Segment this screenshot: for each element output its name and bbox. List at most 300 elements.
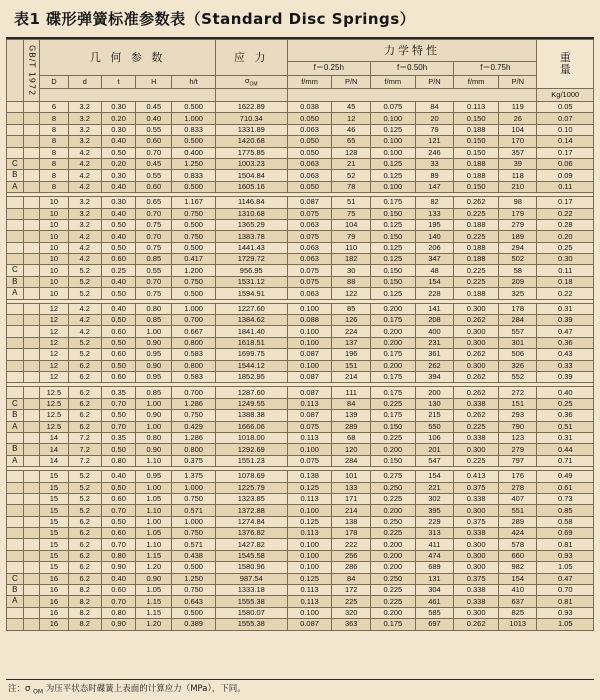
cell-f3: 0.338 <box>454 528 499 539</box>
cell-f1: 0.100 <box>287 505 332 516</box>
cell-D: 10 <box>40 276 68 287</box>
cell-sigma: 1323.85 <box>215 493 287 504</box>
cell-f1: 0.075 <box>287 455 332 466</box>
cell-d: 8.2 <box>68 607 101 618</box>
cell-p1: 78 <box>332 181 370 192</box>
cell-d: 3.2 <box>68 124 101 135</box>
cell-ht: 1.286 <box>172 432 216 443</box>
cell-f3: 0.188 <box>454 170 499 181</box>
cell-w: 0.22 <box>537 208 594 219</box>
cell-f1: 0.125 <box>287 573 332 584</box>
cell-sigma: 1003.23 <box>215 158 287 169</box>
table-row <box>7 219 594 230</box>
cell-w: 0.36 <box>537 337 594 348</box>
row-std <box>23 432 40 443</box>
row-mark <box>7 371 24 382</box>
cell-f3: 0.188 <box>454 254 499 265</box>
row-std <box>23 102 40 113</box>
cell-D: 10 <box>40 231 68 242</box>
cell-p3: 552 <box>499 371 537 382</box>
row-std <box>23 444 40 455</box>
cell-f1: 0.087 <box>287 410 332 421</box>
col-f-075: f/mm <box>454 76 499 89</box>
cell-ht: 0.643 <box>172 596 216 607</box>
table-row <box>7 398 594 409</box>
cell-sigma: 1227.60 <box>215 303 287 314</box>
cell-sigma: 1580.96 <box>215 562 287 573</box>
row-std <box>23 242 40 253</box>
cell-D: 8 <box>40 147 68 158</box>
cell-p1: 224 <box>332 326 370 337</box>
cell-ht: 0.438 <box>172 550 216 561</box>
cell-w: 0.47 <box>537 326 594 337</box>
cell-sigma: 1544.12 <box>215 360 287 371</box>
cell-f3: 0.300 <box>454 550 499 561</box>
cell-p2: 461 <box>415 596 453 607</box>
cell-sigma: 1729.72 <box>215 254 287 265</box>
cell-f1: 0.138 <box>287 471 332 482</box>
cell-H: 0.85 <box>136 387 172 398</box>
cell-p2: 84 <box>415 102 453 113</box>
cell-ht: 0.800 <box>172 337 216 348</box>
cell-H: 0.75 <box>136 219 172 230</box>
cell-t: 0.50 <box>101 360 136 371</box>
cell-p2: 313 <box>415 528 453 539</box>
cell-p2: 141 <box>415 303 453 314</box>
table-row <box>7 550 594 561</box>
cell-d: 3.2 <box>68 208 101 219</box>
cell-p1: 172 <box>332 585 370 596</box>
cell-w: 0.93 <box>537 607 594 618</box>
cell-p3: 326 <box>499 360 537 371</box>
cell-f2: 0.075 <box>370 102 415 113</box>
cell-t: 0.60 <box>101 585 136 596</box>
cell-p1: 225 <box>332 596 370 607</box>
cell-H: 0.95 <box>136 371 172 382</box>
cell-f2: 0.200 <box>370 360 415 371</box>
cell-D: 10 <box>40 265 68 276</box>
cell-D: 15 <box>40 528 68 539</box>
cell-p1: 133 <box>332 482 370 493</box>
cell-p2: 215 <box>415 410 453 421</box>
cell-f3: 0.300 <box>454 444 499 455</box>
cell-ht: 0.583 <box>172 371 216 382</box>
row-mark <box>7 607 24 618</box>
cell-f1: 0.125 <box>287 482 332 493</box>
cell-D: 15 <box>40 516 68 527</box>
cell-w: 0.25 <box>537 398 594 409</box>
cell-sigma: 1666.06 <box>215 421 287 432</box>
cell-t: 0.40 <box>101 573 136 584</box>
cell-sigma: 1292.69 <box>215 444 287 455</box>
cell-H: 0.45 <box>136 158 172 169</box>
cell-ht: 1.375 <box>172 471 216 482</box>
row-mark <box>7 516 24 527</box>
cell-f2: 0.225 <box>370 432 415 443</box>
row-mark: C <box>7 158 24 169</box>
row-mark <box>7 528 24 539</box>
cell-p2: 195 <box>415 219 453 230</box>
cell-ht: 1.167 <box>172 197 216 208</box>
cell-t: 0.60 <box>101 493 136 504</box>
cell-f2: 0.150 <box>370 455 415 466</box>
row-std <box>23 147 40 158</box>
col-p-025: P/N <box>332 76 370 89</box>
cell-f3: 0.338 <box>454 585 499 596</box>
cell-ht: 0.389 <box>172 619 216 630</box>
cell-p3: 410 <box>499 585 537 596</box>
cell-d: 6.2 <box>68 410 101 421</box>
cell-f3: 0.188 <box>454 158 499 169</box>
cell-p1: 101 <box>332 471 370 482</box>
cell-p2: 89 <box>415 170 453 181</box>
cell-ht: 1.286 <box>172 398 216 409</box>
cell-sigma: 1249.55 <box>215 398 287 409</box>
cell-d: 3.2 <box>68 219 101 230</box>
row-mark <box>7 326 24 337</box>
row-std <box>23 265 40 276</box>
cell-w: 1.05 <box>537 619 594 630</box>
cell-t: 0.50 <box>101 315 136 326</box>
cell-p3: 1013 <box>499 619 537 630</box>
cell-ht: 0.833 <box>172 170 216 181</box>
cell-f3: 0.262 <box>454 371 499 382</box>
cell-w: 0.49 <box>537 471 594 482</box>
cell-p2: 395 <box>415 505 453 516</box>
cell-d: 6.2 <box>68 539 101 550</box>
row-std <box>23 158 40 169</box>
cell-t: 0.40 <box>101 303 136 314</box>
cell-w: 0.39 <box>537 371 594 382</box>
cell-H: 1.00 <box>136 326 172 337</box>
cell-ht: 0.375 <box>172 455 216 466</box>
cell-p2: 361 <box>415 349 453 360</box>
cell-H: 0.55 <box>136 124 172 135</box>
cell-f3: 0.300 <box>454 326 499 337</box>
cell-p1: 21 <box>332 158 370 169</box>
row-mark <box>7 208 24 219</box>
row-mark <box>7 124 24 135</box>
cell-t: 0.60 <box>101 326 136 337</box>
load-group-075: f＝0.75h <box>454 62 537 76</box>
cell-f1: 0.050 <box>287 147 332 158</box>
cell-sigma: 1504.84 <box>215 170 287 181</box>
cell-f2: 0.225 <box>370 493 415 504</box>
row-mark <box>7 562 24 573</box>
cell-D: 12 <box>40 349 68 360</box>
cell-t: 0.30 <box>101 102 136 113</box>
cell-f2: 0.100 <box>370 113 415 124</box>
cell-f1: 0.063 <box>287 242 332 253</box>
cell-p1: 52 <box>332 170 370 181</box>
cell-sigma: 1531.12 <box>215 276 287 287</box>
page-title: 表1 碟形弹簧标准参数表（Standard Disc Springs） <box>14 10 416 28</box>
cell-p2: 33 <box>415 158 453 169</box>
cell-p2: 411 <box>415 539 453 550</box>
cell-sigma: 1605.16 <box>215 181 287 192</box>
cell-H: 0.85 <box>136 254 172 265</box>
cell-H: 0.90 <box>136 337 172 348</box>
cell-f3: 0.262 <box>454 315 499 326</box>
cell-d: 4.2 <box>68 147 101 158</box>
cell-f2: 0.125 <box>370 254 415 265</box>
table-row <box>7 231 594 242</box>
table-row <box>7 410 594 421</box>
cell-f2: 0.125 <box>370 158 415 169</box>
table-row <box>7 528 594 539</box>
mark-col-header <box>7 40 24 102</box>
cell-f2: 0.175 <box>370 371 415 382</box>
cell-p2: 547 <box>415 455 453 466</box>
cell-f1: 0.100 <box>287 562 332 573</box>
cell-p3: 170 <box>499 136 537 147</box>
cell-f3: 0.188 <box>454 288 499 299</box>
cell-f1: 0.087 <box>287 197 332 208</box>
cell-D: 15 <box>40 471 68 482</box>
cell-f2: 0.150 <box>370 208 415 219</box>
row-mark: B <box>7 444 24 455</box>
cell-p2: 221 <box>415 482 453 493</box>
cell-ht: 0.429 <box>172 421 216 432</box>
col-t: t <box>101 76 136 89</box>
col-ht: h/t <box>172 76 216 89</box>
cell-D: 10 <box>40 219 68 230</box>
cell-p1: 214 <box>332 371 370 382</box>
stress-group-header: 应 力 <box>215 40 287 76</box>
geometry-unit-row <box>40 89 216 102</box>
cell-f3: 0.300 <box>454 337 499 348</box>
cell-d: 6.2 <box>68 398 101 409</box>
cell-f1: 0.063 <box>287 288 332 299</box>
cell-f2: 0.250 <box>370 482 415 493</box>
row-std <box>23 136 40 147</box>
cell-D: 8 <box>40 136 68 147</box>
cell-f1: 0.063 <box>287 254 332 265</box>
row-mark: C <box>7 265 24 276</box>
cell-f3: 0.113 <box>454 102 499 113</box>
cell-w: 0.17 <box>537 147 594 158</box>
row-std <box>23 410 40 421</box>
cell-D: 12 <box>40 337 68 348</box>
cell-p3: 118 <box>499 170 537 181</box>
cell-t: 0.80 <box>101 455 136 466</box>
cell-sigma: 1384.62 <box>215 315 287 326</box>
row-mark <box>7 539 24 550</box>
table-title-bar <box>0 0 600 35</box>
cell-d: 5.2 <box>68 482 101 493</box>
row-mark <box>7 471 24 482</box>
cell-p1: 120 <box>332 444 370 455</box>
table-row <box>7 444 594 455</box>
cell-w: 1.05 <box>537 562 594 573</box>
cell-sigma: 710.34 <box>215 113 287 124</box>
cell-f1: 0.075 <box>287 421 332 432</box>
row-mark <box>7 482 24 493</box>
cell-t: 0.70 <box>101 596 136 607</box>
cell-p3: 58 <box>499 265 537 276</box>
cell-t: 0.30 <box>101 170 136 181</box>
cell-w: 0.39 <box>537 315 594 326</box>
cell-d: 6.2 <box>68 371 101 382</box>
cell-H: 1.10 <box>136 455 172 466</box>
cell-f1: 0.100 <box>287 337 332 348</box>
cell-w: 0.28 <box>537 219 594 230</box>
cell-p3: 289 <box>499 516 537 527</box>
cell-p1: 51 <box>332 197 370 208</box>
cell-f3: 0.225 <box>454 265 499 276</box>
cell-p2: 121 <box>415 136 453 147</box>
cell-D: 12 <box>40 303 68 314</box>
cell-H: 1.15 <box>136 596 172 607</box>
cell-t: 0.50 <box>101 242 136 253</box>
cell-f2: 0.125 <box>370 242 415 253</box>
weight-group-header: 重 量 <box>537 40 594 89</box>
cell-ht: 1.000 <box>172 516 216 527</box>
cell-p2: 140 <box>415 231 453 242</box>
cell-f3: 0.262 <box>454 410 499 421</box>
cell-p1: 84 <box>332 398 370 409</box>
cell-f2: 0.250 <box>370 573 415 584</box>
cell-d: 4.2 <box>68 158 101 169</box>
table-row <box>7 471 594 482</box>
cell-sigma: 1441.43 <box>215 242 287 253</box>
cell-w: 0.70 <box>537 585 594 596</box>
row-std <box>23 528 40 539</box>
cell-f2: 0.175 <box>370 619 415 630</box>
row-std <box>23 337 40 348</box>
cell-p3: 123 <box>499 432 537 443</box>
row-mark: C <box>7 398 24 409</box>
cell-d: 8.2 <box>68 585 101 596</box>
cell-H: 0.65 <box>136 197 172 208</box>
cell-w: 0.06 <box>537 158 594 169</box>
cell-t: 0.40 <box>101 136 136 147</box>
row-std <box>23 573 40 584</box>
cell-d: 5.2 <box>68 265 101 276</box>
cell-p1: 178 <box>332 528 370 539</box>
cell-f3: 0.262 <box>454 349 499 360</box>
cell-d: 4.2 <box>68 303 101 314</box>
cell-p1: 214 <box>332 505 370 516</box>
cell-p2: 133 <box>415 208 453 219</box>
cell-t: 0.25 <box>101 265 136 276</box>
cell-f2: 0.225 <box>370 398 415 409</box>
row-mark <box>7 337 24 348</box>
cell-p2: 302 <box>415 493 453 504</box>
cell-sigma: 1372.88 <box>215 505 287 516</box>
cell-ht: 0.500 <box>172 181 216 192</box>
cell-D: 15 <box>40 482 68 493</box>
cell-w: 0.05 <box>537 102 594 113</box>
cell-H: 0.90 <box>136 360 172 371</box>
cell-ht: 0.583 <box>172 349 216 360</box>
cell-sigma: 987.54 <box>215 573 287 584</box>
cell-d: 6.2 <box>68 421 101 432</box>
cell-f1: 0.050 <box>287 181 332 192</box>
cell-f1: 0.063 <box>287 124 332 135</box>
cell-p2: 262 <box>415 360 453 371</box>
table-row <box>7 136 594 147</box>
col-D: D <box>40 76 68 89</box>
row-std <box>23 421 40 432</box>
table-row <box>7 387 594 398</box>
cell-f1: 0.075 <box>287 265 332 276</box>
cell-t: 0.50 <box>101 337 136 348</box>
cell-f2: 0.225 <box>370 585 415 596</box>
row-mark: B <box>7 585 24 596</box>
cell-f3: 0.188 <box>454 219 499 230</box>
cell-f3: 0.300 <box>454 360 499 371</box>
cell-f2: 0.225 <box>370 528 415 539</box>
cell-p2: 206 <box>415 242 453 253</box>
cell-f1: 0.075 <box>287 208 332 219</box>
cell-w: 0.18 <box>537 276 594 287</box>
cell-f2: 0.175 <box>370 410 415 421</box>
cell-t: 0.90 <box>101 619 136 630</box>
cell-ht: 0.700 <box>172 387 216 398</box>
cell-t: 0.50 <box>101 516 136 527</box>
cell-H: 1.00 <box>136 398 172 409</box>
cell-d: 4.2 <box>68 242 101 253</box>
cell-w: 0.17 <box>537 197 594 208</box>
table-row <box>7 493 594 504</box>
cell-p3: 151 <box>499 398 537 409</box>
cell-p1: 289 <box>332 421 370 432</box>
cell-f1: 0.100 <box>287 360 332 371</box>
cell-p2: 130 <box>415 398 453 409</box>
cell-p3: 578 <box>499 539 537 550</box>
cell-sigma: 1225.79 <box>215 482 287 493</box>
cell-d: 5.2 <box>68 493 101 504</box>
cell-H: 0.40 <box>136 113 172 124</box>
table-row <box>7 360 594 371</box>
cell-f2: 0.200 <box>370 326 415 337</box>
cell-p2: 79 <box>415 124 453 135</box>
cell-w: 0.11 <box>537 181 594 192</box>
cell-H: 0.70 <box>136 276 172 287</box>
cell-w: 0.61 <box>537 482 594 493</box>
cell-H: 0.95 <box>136 349 172 360</box>
row-std <box>23 349 40 360</box>
cell-f2: 0.150 <box>370 421 415 432</box>
table-row <box>7 208 594 219</box>
row-std <box>23 619 40 630</box>
cell-f2: 0.150 <box>370 276 415 287</box>
stress-unit <box>215 89 287 102</box>
mechanics-unit-row <box>287 89 537 102</box>
cell-D: 10 <box>40 242 68 253</box>
cell-H: 0.80 <box>136 303 172 314</box>
cell-H: 1.00 <box>136 482 172 493</box>
row-mark <box>7 231 24 242</box>
cell-p3: 301 <box>499 337 537 348</box>
row-std <box>23 471 40 482</box>
cell-t: 0.80 <box>101 607 136 618</box>
cell-p1: 122 <box>332 288 370 299</box>
row-std <box>23 315 40 326</box>
cell-f1: 0.113 <box>287 528 332 539</box>
col-p-050: P/N <box>415 76 453 89</box>
cell-t: 0.70 <box>101 398 136 409</box>
cell-p2: 550 <box>415 421 453 432</box>
cell-d: 3.2 <box>68 102 101 113</box>
cell-w: 0.40 <box>537 387 594 398</box>
cell-f3: 0.338 <box>454 398 499 409</box>
cell-f2: 0.100 <box>370 136 415 147</box>
cell-t: 0.50 <box>101 219 136 230</box>
cell-p1: 110 <box>332 242 370 253</box>
cell-f3: 0.300 <box>454 505 499 516</box>
